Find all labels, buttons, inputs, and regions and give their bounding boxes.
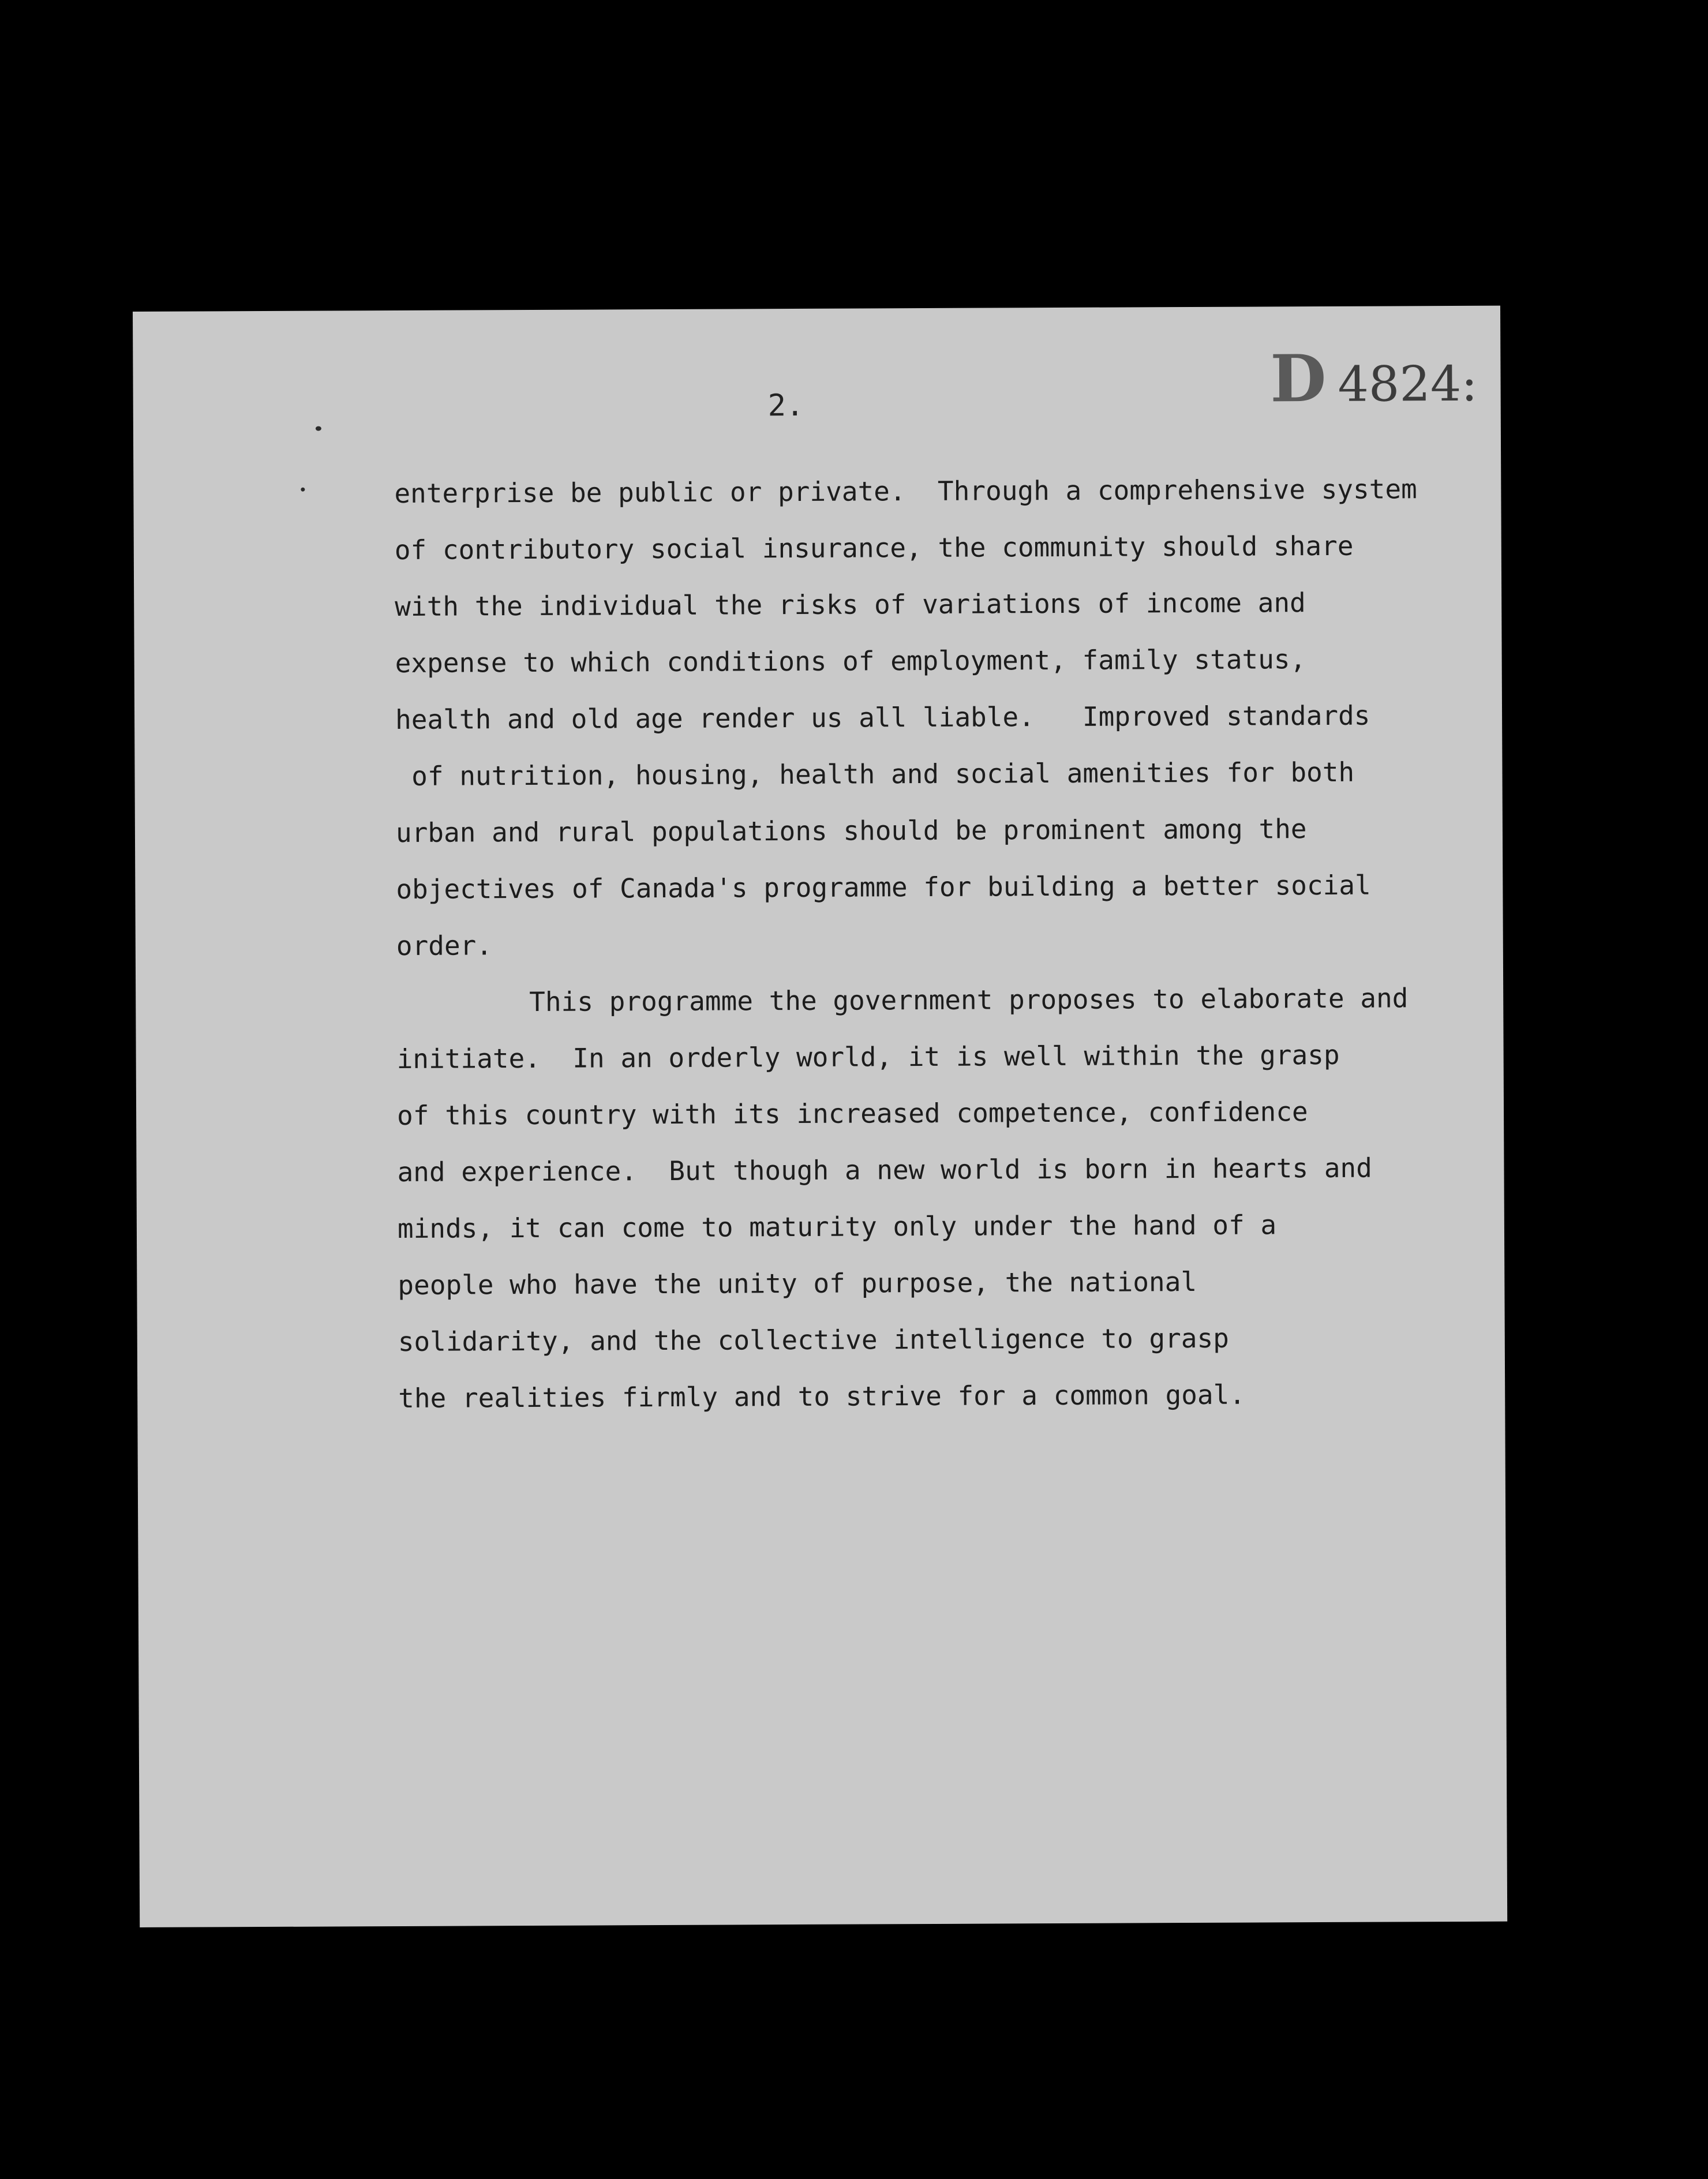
text-line: initiate. In an orderly world, it is well within the grasp xyxy=(396,1039,1340,1075)
stamp-number: 4824: xyxy=(1338,355,1478,413)
text-line: objectives of Canada's programme for building a better social xyxy=(396,869,1371,905)
text-line: the realities firmly and to strive for a common goal. xyxy=(398,1379,1246,1414)
archive-stamp xyxy=(1270,340,1478,417)
text-line: health and old age render us all liable. Improved standards xyxy=(395,699,1370,736)
text-line: This programme the government proposes to elaborate and xyxy=(529,982,1409,1018)
paragraph-1 xyxy=(394,460,1481,974)
text-line: minds, it can come to maturity only under the hand of a xyxy=(397,1209,1277,1245)
paragraph-2 xyxy=(396,969,1483,1427)
typed-text xyxy=(394,460,1483,1427)
text-line: enterprise be public or private. Through a comprehensive system xyxy=(394,473,1417,510)
margin-mark xyxy=(316,426,321,431)
paper-sheet xyxy=(133,306,1507,1927)
text-line: of nutrition, housing, health and social amenities for both xyxy=(395,756,1355,792)
page-number: 2. xyxy=(767,388,804,424)
text-line: people who have the unity of purpose, the national xyxy=(398,1266,1197,1301)
text-line: order. xyxy=(396,930,493,962)
text-line: with the individual the risks of variations of income and xyxy=(395,587,1306,623)
text-line: of this country with its increased competence, confidence xyxy=(396,1096,1308,1132)
text-line: expense to which conditions of employment, family status, xyxy=(395,643,1306,679)
text-line: urban and rural populations should be prominent among the xyxy=(395,813,1307,849)
text-line: of contributory social insurance, the community should share xyxy=(394,530,1354,566)
text-line: solidarity, and the collective intelligence to grasp xyxy=(398,1322,1230,1358)
margin-mark xyxy=(301,488,305,492)
text-line: and experience. But though a new world is born in hearts and xyxy=(397,1152,1372,1188)
stamp-letter: D xyxy=(1270,340,1327,417)
